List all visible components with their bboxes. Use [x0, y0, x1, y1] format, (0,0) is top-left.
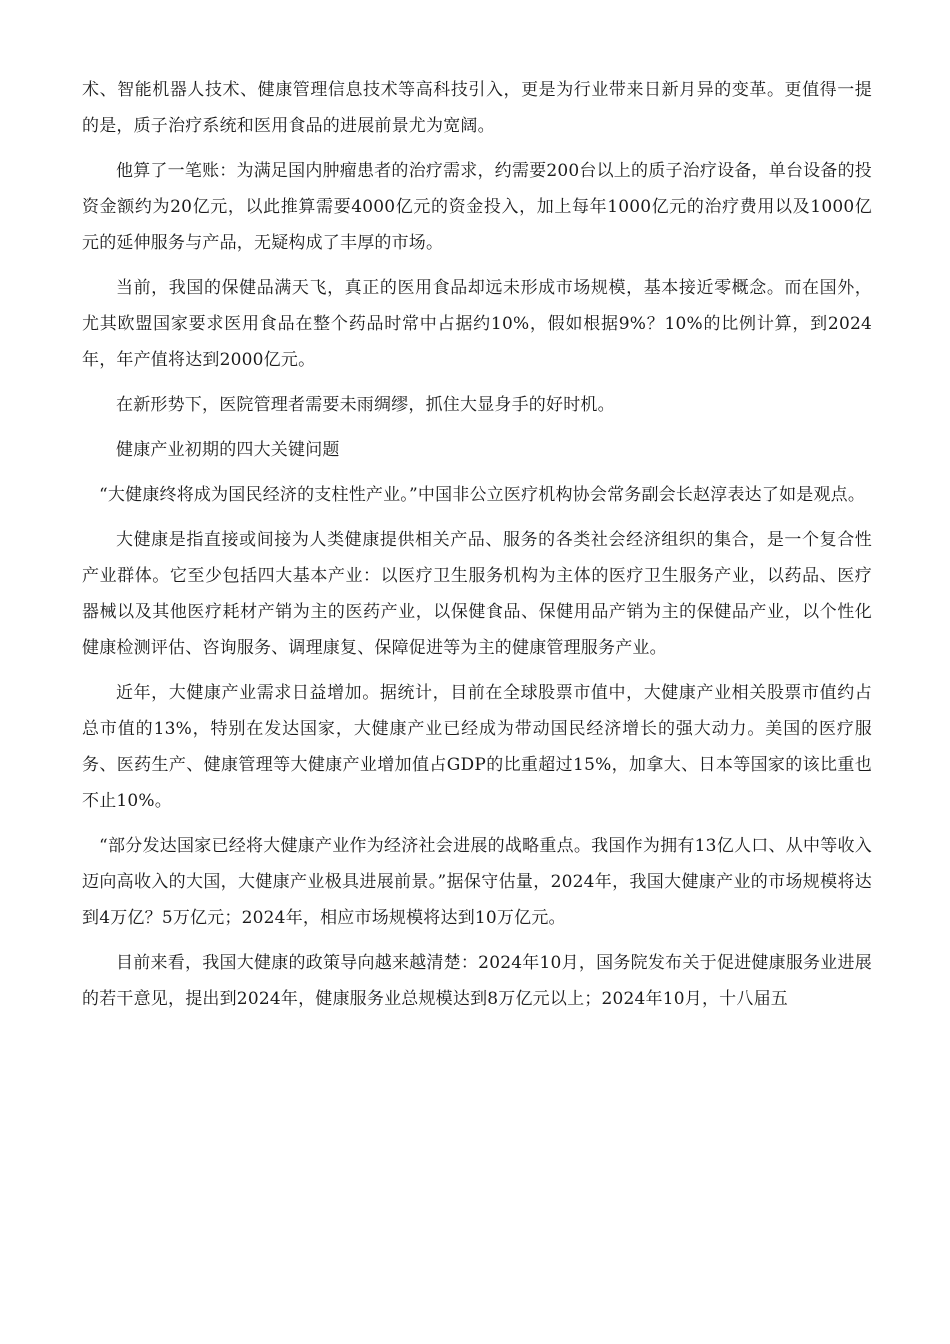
paragraph-definition: 大健康是指直接或间接为人类健康提供相关产品、服务的各类社会经济组织的集合，是一个复合性产业群体。它至少包括四大基本产业：以医疗卫生服务机构为主体的医疗卫生服务产业，以药品、医疗器械以及其他医疗耗材产销为主的医药产业，以保健食品、保健用品产销为主的保健品产业，以个性化健康检测评估、咨询服务、调理康复、保障促进等为主的健康管理服务产业。 [82, 530, 872, 658]
paragraph-investment-calculation: 他算了一笔账：为满足国内肿瘤患者的治疗需求，约需要200台以上的质子治疗设备，单台设备的投资金额约为20亿元，以此推算需要4000亿元的资金投入，加上每年1000亿元的治疗费用以及1000亿元的延伸服务与产品，无疑构成了丰厚的市场。 [82, 161, 872, 253]
paragraph-medical-food: 当前，我国的保健品满天飞，真正的医用食品却远未形成市场规模，基本接近零概念。而在国外，尤其欧盟国家要求医用食品在整个药品时常中占据约10%，假如根据9%？10%的比例计算，到2024年，年产值将达到2000亿元。 [82, 278, 872, 370]
document-page [82, 72, 872, 1026]
paragraph-statistics: 近年，大健康产业需求日益增加。据统计，目前在全球股票市值中，大健康产业相关股票市值约占总市值的13%，特别在发达国家，大健康产业已经成为带动国民经济增长的强大动力。美国的医疗服务、医药生产、健康管理等大健康产业增加值占GDP的比重超过15%，加拿大、日本等国家的该比重也不止10%。 [82, 683, 872, 811]
paragraph-policy: 目前来看，我国大健康的政策导向越来越清楚：2024年10月，国务院发布关于促进健康服务业进展的若干意见，提出到2024年，健康服务业总规模达到8万亿元以上；2024年10月，十八届五 [82, 953, 872, 1009]
paragraph-quote-strategy: “部分发达国家已经将大健康产业作为经济社会进展的战略重点。我国作为拥有13亿人口、从中等收入迈向高收入的大国，大健康产业极具进展前景。”据保守估量，2024年，我国大健康产业的市场规模将达到4万亿？5万亿元；2024年，相应市场规模将达到10万亿元。 [82, 836, 872, 928]
paragraph-new-situation: 在新形势下，医院管理者需要未雨绸缪，抓住大显身手的好时机。 [116, 395, 615, 415]
paragraph-quote-pillar-industry: “大健康终将成为国民经济的支柱性产业。”中国非公立医疗机构协会常务副会长赵淳表达了如是观点。 [99, 485, 866, 505]
section-heading: 健康产业初期的四大关键问题 [116, 440, 340, 460]
paragraph-continuation: 术、智能机器人技术、健康管理信息技术等高科技引入，更是为行业带来日新月异的变革。更值得一提的是，质子治疗系统和医用食品的进展前景尤为宽阔。 [82, 80, 872, 136]
